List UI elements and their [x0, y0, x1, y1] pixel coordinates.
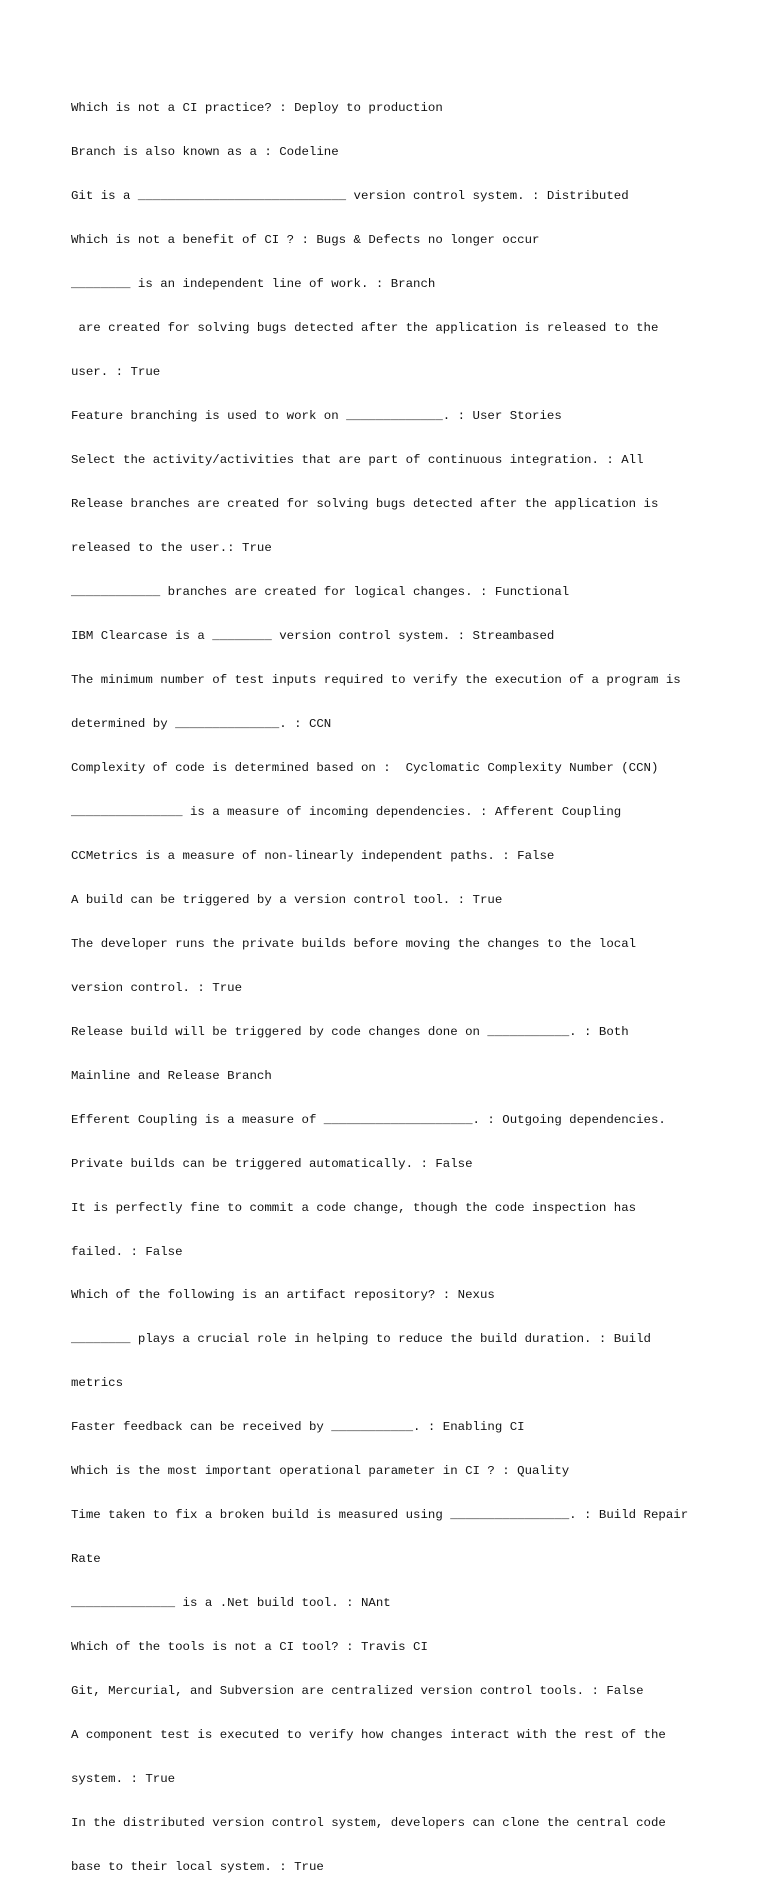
text-line: failed. : False [71, 1244, 183, 1259]
text-line: Complexity of code is determined based on : Cyclomatic Complexity Number (CCN) [71, 760, 659, 775]
text-line: Faster feedback can be received by ___________. : Enabling CI [71, 1420, 525, 1435]
text-line: user. : True [71, 365, 161, 380]
text-line: released to the user.: True [71, 541, 272, 555]
document-body [71, 72, 701, 1904]
text-line: Release branches are created for solving bugs detected after the application is [71, 497, 659, 512]
text-line: Which is not a CI practice? : Deploy to production [71, 101, 443, 116]
text-line: Which of the tools is not a CI tool? : Travis CI [71, 1640, 428, 1655]
text-line: determined by ______________. : CCN [71, 716, 332, 731]
text-line: Git, Mercurial, and Subversion are centralized version control tools. : False [71, 1684, 644, 1699]
text-line: Select the activity/activities that are part of continuous integration. : All [71, 453, 644, 468]
text-line: Feature branching is used to work on _____________. : User Stories [71, 409, 562, 424]
text-line: It is perfectly fine to commit a code change, though the code inspection has [71, 1200, 637, 1215]
text-line: Mainline and Release Branch [71, 1068, 272, 1083]
text-line: Which is the most important operational parameter in CI ? : Quality [71, 1464, 570, 1479]
text-line: In the distributed version control system, developers can clone the central code [71, 1816, 666, 1831]
text-line: Private builds can be triggered automatically. : False [71, 1156, 473, 1171]
text-line: CCMetrics is a measure of non-linearly independent paths. : False [71, 848, 555, 863]
text-line: ________ is an independent line of work. : Branch [71, 277, 436, 292]
text-line: Release build will be triggered by code changes done on ___________. : Both [71, 1024, 629, 1039]
text-line: _______________ is a measure of incoming dependencies. : Afferent Coupling [71, 804, 622, 819]
text-line: The minimum number of test inputs required to verify the execution of a program is [71, 672, 681, 687]
text-line: A build can be triggered by a version control tool. : True [71, 892, 503, 907]
text-line: are created for solving bugs detected after the application is released to the [71, 321, 659, 336]
text-line: metrics [71, 1376, 124, 1391]
text-line: ______________ is a .Net build tool. : NAnt [71, 1596, 391, 1611]
text-line: A component test is executed to verify how changes interact with the rest of the [71, 1728, 666, 1743]
text-line: ____________ branches are created for logical changes. : Functional [71, 584, 570, 599]
text-line: Branch is also known as a : Codeline [71, 145, 339, 160]
text-line: Efferent Coupling is a measure of ____________________. : Outgoing dependencies. [71, 1112, 666, 1127]
text-line: base to their local system. : True [71, 1860, 324, 1875]
text-line: Which of the following is an artifact repository? : Nexus [71, 1288, 495, 1303]
text-line: ________ plays a crucial role in helping to reduce the build duration. : Build [71, 1332, 651, 1347]
text-line: system. : True [71, 1772, 176, 1787]
text-line: IBM Clearcase is a ________ version control system. : Streambased [71, 628, 555, 643]
text-line: Rate [71, 1552, 101, 1567]
text-line: version control. : True [71, 980, 243, 995]
text-line: Git is a ____________________________ version control system. : Distributed [71, 189, 629, 204]
text-line: Which is not a benefit of CI ? : Bugs & Defects no longer occur [71, 233, 540, 248]
text-line: The developer runs the private builds before moving the changes to the local [71, 936, 637, 951]
text-line: Time taken to fix a broken build is measured using ________________. : Build Repair [71, 1508, 689, 1523]
